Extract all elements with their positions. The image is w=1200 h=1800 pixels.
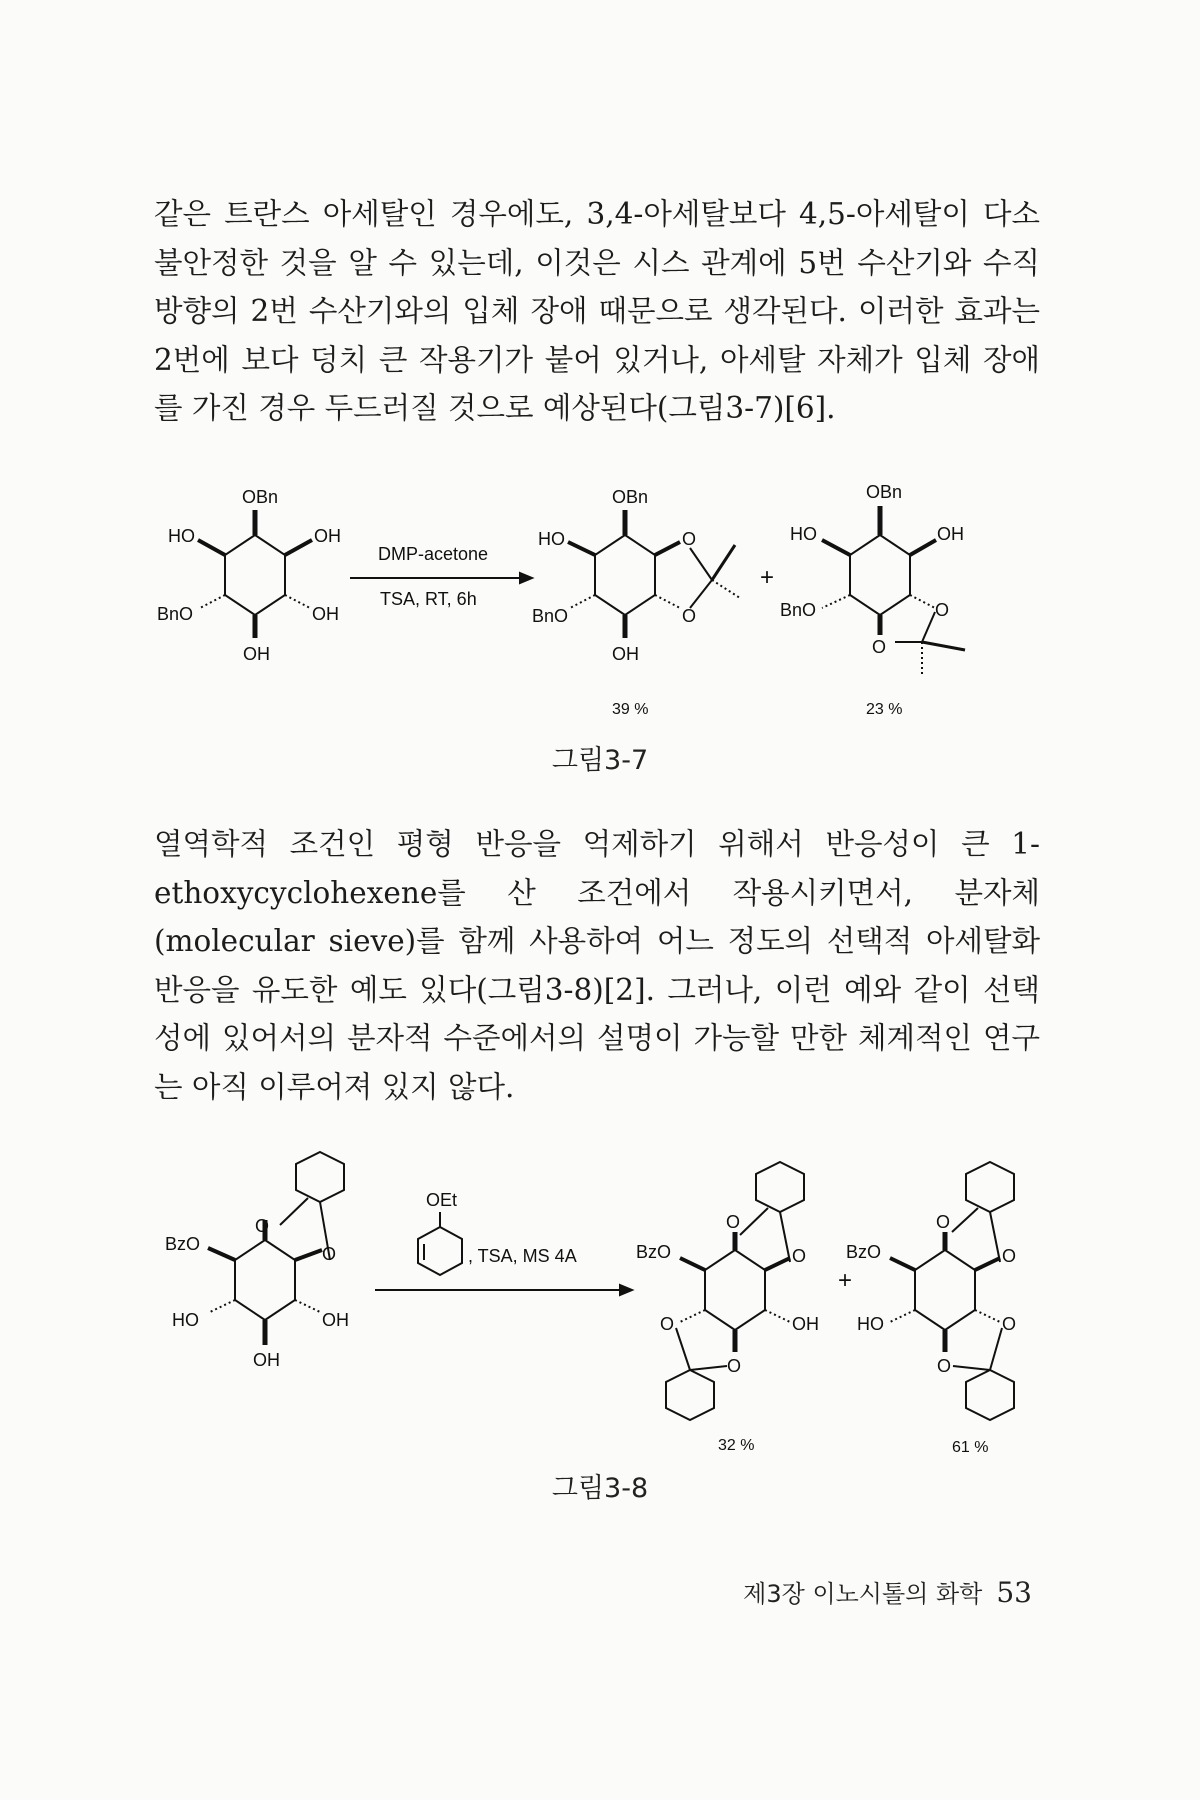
label-p1-o-bottom: O [727,1356,742,1376]
paragraph-selective-acetalization: 열역학적 조건인 평형 반응을 억제하기 위해서 반응성이 큰 1-ethoxycyclohexene를 산 조건에서 작용시키면서, 분자체(molecular sieve)를 함께 사용하여 어느 정도의 선택적 아세탈화 반응을 유도한 예도 있다(그림3-8)[2]. 그러나, 이런 예와 같이 선택성에 있어서의 분자적 수준에서의 설명이 가능할 만한 체계적인 연구는 아직 이루어져 있지 않다. [154,827,1040,1104]
p1-inositol-ring [705,1250,765,1330]
running-header-chapter: 제3장 이노시톨의 화학 [743,1580,983,1608]
label-p2-o-bottom: O [872,637,887,657]
label-p1-bzo: BzO [636,1242,672,1262]
label-p2-bno: BnO [780,600,817,620]
p2-bottom-cyclohexane [966,1370,1014,1420]
page-number: 53 [996,1576,1032,1609]
label-p1-o-bottom: O [682,606,697,626]
p1-bottom-cyclohexane [666,1370,714,1420]
label-p1-o-right: O [792,1246,807,1266]
plus-sign-1: + [760,564,775,591]
label-p1-o-top: O [682,529,697,549]
label-p1-oh: OH [792,1314,819,1334]
label-sm-bzo: BzO [165,1234,201,1254]
figure-3-7 [0,470,1200,770]
label-p2-o-top: O [936,1212,951,1232]
label-sm-bno: BnO [157,604,194,624]
reagent-tsa-rt: TSA, RT, 6h [380,589,477,609]
yield-product-1: 32 % [718,1437,755,1454]
figure-caption-3-7: 그림3-7 [551,745,649,776]
label-p1-bno: BnO [532,606,569,626]
label-p2-ho: HO [790,524,817,544]
p2-top-cyclohexane [966,1162,1014,1212]
label-sm-oh-lower: OH [312,604,339,624]
label-p2-o-right: O [935,600,950,620]
label-sm-o-right: O [322,1244,337,1264]
label-p2-o-right: O [1002,1246,1017,1266]
reagent-tsa-ms: , TSA, MS 4A [468,1246,577,1266]
label-p2-bzo: BzO [846,1242,882,1262]
label-p1-o-top: O [726,1212,741,1232]
label-sm-oh-right: OH [322,1310,349,1330]
scheme-3-7 [0,470,1200,770]
label-p2-oh: OH [937,524,964,544]
p1-ring [595,535,655,615]
label-p2-obn: OBn [866,482,903,502]
label-sm-o-top: O [255,1216,270,1236]
label-p2-ho: HO [857,1314,884,1334]
label-sm-ho: HO [168,526,195,546]
p1-top-cyclohexane [756,1162,804,1212]
label-p1-obn: OBn [612,487,649,507]
figure-3-8 [0,1140,1200,1520]
scheme-3-8 [0,1140,1200,1520]
label-sm-obn: OBn [242,487,279,507]
p2-inositol-ring [915,1250,975,1330]
yield-product-2: 61 % [952,1439,989,1456]
yield-product-1: 39 % [612,701,649,718]
sm-ring [225,535,285,615]
p2-ring [850,535,910,615]
yield-product-2: 23 % [866,701,903,718]
label-p1-o-left: O [660,1314,675,1334]
label-sm-oh-bottom: OH [243,644,270,664]
plus-sign-2: + [838,1267,853,1294]
label-sm-oh-bottom: OH [253,1350,280,1370]
label-sm-oh-right: OH [314,526,341,546]
sm-inositol-ring [235,1240,295,1320]
label-p2-o-bottom: O [937,1356,952,1376]
reagent-dmp-acetone: DMP-acetone [378,544,489,564]
page-footer [743,1574,1032,1609]
figure-caption-3-8: 그림3-8 [551,1473,649,1504]
label-sm-ho: HO [172,1310,199,1330]
sm-cyclohexane [296,1152,344,1202]
paragraph-acetal-stability: 같은 트란스 아세탈인 경우에도, 3,4-아세탈보다 4,5-아세탈이 다소 불안정한 것을 알 수 있는데, 이것은 시스 관계에 5번 수산기와 수직 방향의 2번 수산기와의 입체 장애 때문으로 생각된다. 이러한 효과는 2번에 보다 덩치 큰 작용기가 붙어 있거나, 아세탈 자체가 입체 장애를 가진 경우 두드러질 것으로 예상된다(그림3-7)[6]. [154,197,1040,425]
label-p2-o-lower-right: O [1002,1314,1017,1334]
label-p1-ho: HO [538,529,565,549]
reagent-oet: OEt [426,1190,458,1210]
label-p1-oh: OH [612,644,639,664]
